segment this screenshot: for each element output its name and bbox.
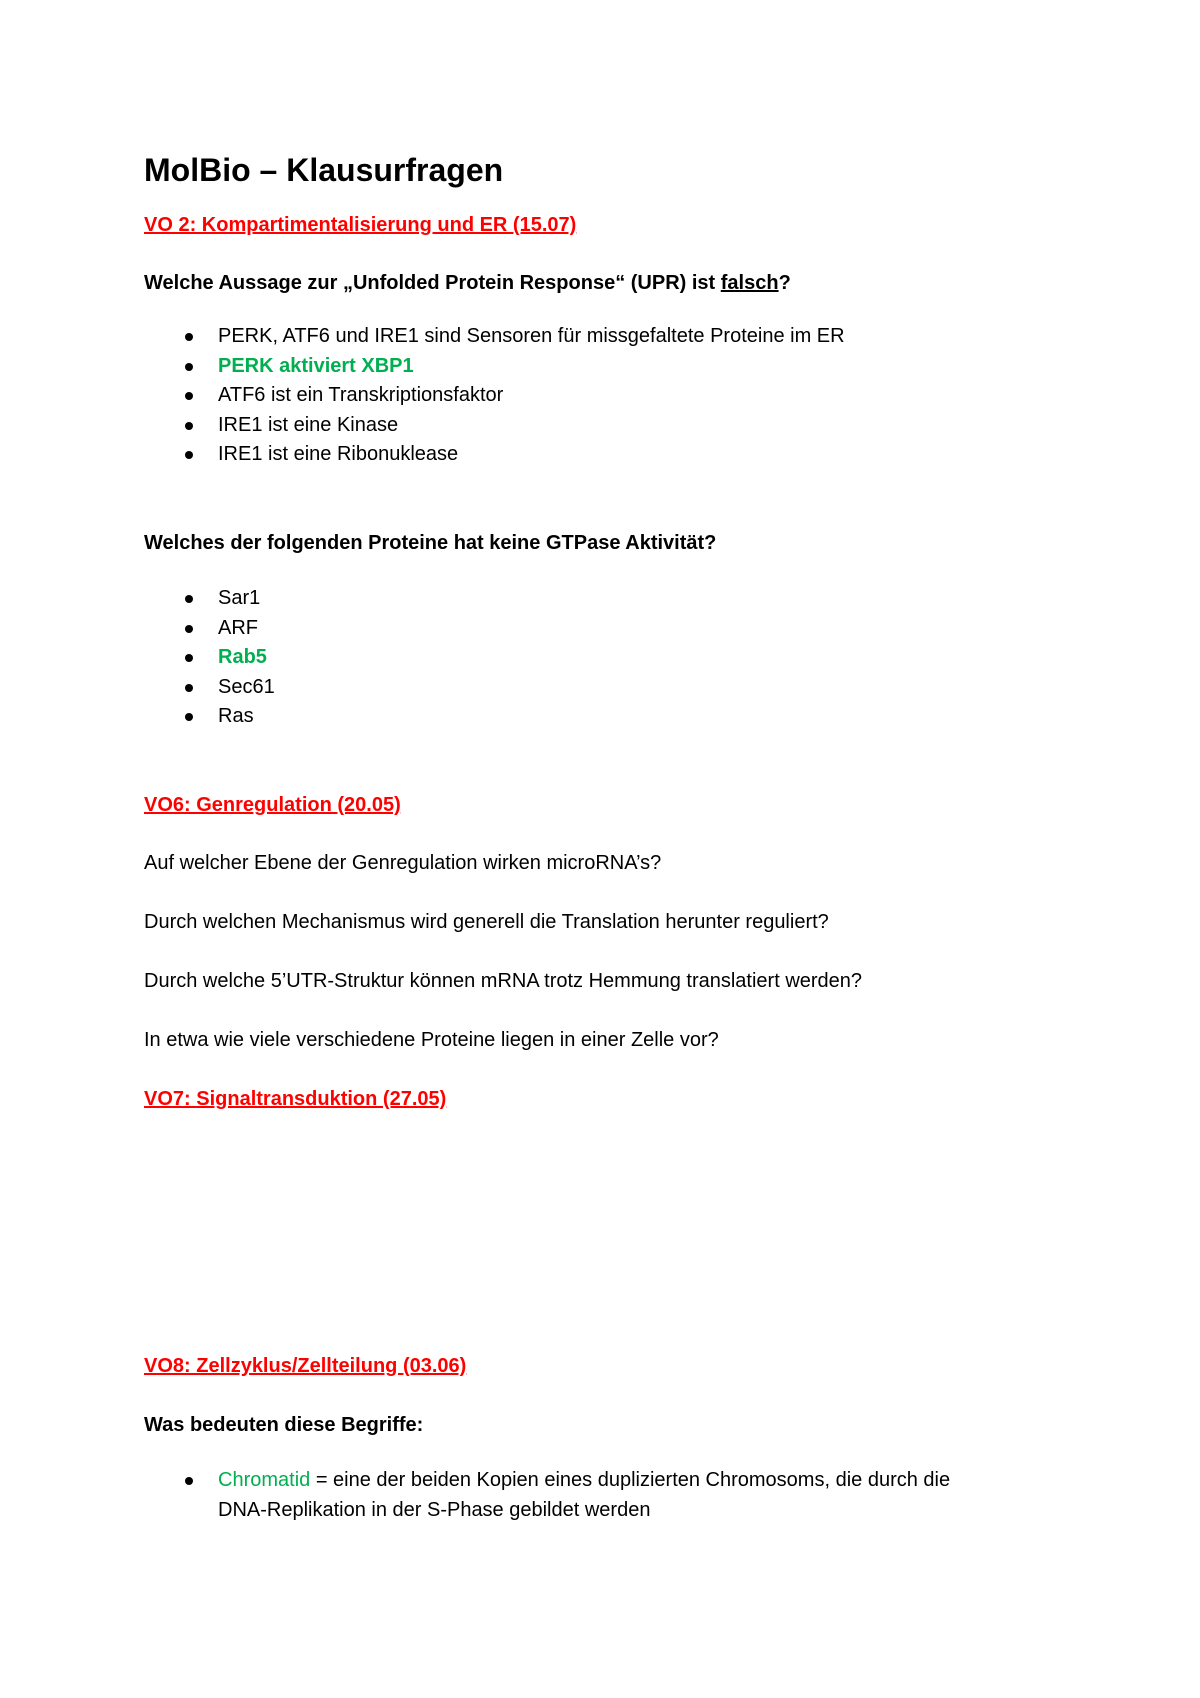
definition-text-continued: DNA-Replikation in der S-Phase gebildet werden	[218, 1498, 651, 1521]
answer-list-upr	[144, 322, 1064, 470]
question-upr-emphasis: falsch	[720, 272, 779, 294]
section-heading-vo8: VO8: Zellzyklus/Zellteilung (03.06)	[144, 1354, 467, 1377]
question-microrna: Auf welcher Ebene der Genregulation wirken microRNA’s?	[144, 851, 662, 874]
section-heading-vo2: VO 2: Kompartimentalisierung und ER (15.07)	[144, 214, 577, 236]
list-item	[144, 614, 1064, 644]
list-item	[144, 643, 1064, 673]
bullet-icon	[185, 392, 193, 400]
answer-text: ATF6 ist ein Transkriptionsfaktor	[218, 384, 504, 407]
section-heading-vo6: VO6: Genregulation (20.05)	[144, 793, 401, 816]
answer-text: ARF	[218, 616, 258, 639]
list-item	[144, 411, 1064, 441]
bullet-icon	[185, 713, 193, 721]
answer-text: Sec61	[218, 675, 275, 698]
bullet-icon	[185, 654, 193, 662]
question-translation: Durch welchen Mechanismus wird generell die Translation herunter reguliert?	[144, 910, 829, 933]
section-heading-vo7: VO7: Signaltransduktion (27.05)	[144, 1087, 447, 1110]
bullet-icon	[185, 625, 193, 633]
question-upr-end: ?	[778, 272, 791, 294]
bullet-icon	[185, 595, 193, 603]
bullet-icon	[185, 363, 193, 371]
question-proteins: In etwa wie viele verschiedene Proteine liegen in einer Zelle vor?	[144, 1028, 719, 1051]
document-title: MolBio – Klausurfragen	[144, 152, 504, 188]
bullet-icon	[185, 451, 193, 459]
bullet-icon	[185, 422, 193, 430]
answer-text-correct: Rab5	[218, 646, 267, 669]
question-utr: Durch welche 5’UTR-Struktur können mRNA trotz Hemmung translatiert werden?	[144, 969, 863, 992]
question-gtpase: Welches der folgenden Proteine hat keine GTPase Aktivität?	[144, 531, 717, 554]
definition-text: = eine der beiden Kopien eines duplizierten Chromosoms, die durch die	[310, 1468, 951, 1491]
list-item	[144, 1466, 1064, 1525]
term-chromatid: Chromatid	[218, 1468, 311, 1491]
question-terms: Was bedeuten diese Begriffe:	[144, 1413, 424, 1436]
question-upr-text: Welche Aussage zur „Unfolded Protein Response“ (UPR) ist	[144, 272, 721, 294]
list-item	[144, 584, 1064, 614]
list-item	[144, 440, 1064, 470]
list-item	[144, 702, 1064, 732]
answer-text: IRE1 ist eine Kinase	[218, 413, 399, 436]
answer-text: IRE1 ist eine Ribonuklease	[218, 443, 459, 466]
question-upr	[144, 269, 1064, 297]
answer-text-correct: PERK aktiviert XBP1	[218, 354, 414, 377]
definition-list	[144, 1466, 1064, 1525]
document-content	[144, 145, 1064, 1525]
answer-list-gtpase	[144, 584, 1064, 732]
bullet-icon	[185, 684, 193, 692]
bullet-icon	[185, 333, 193, 341]
list-item	[144, 322, 1064, 352]
bullet-icon	[185, 1477, 193, 1485]
answer-text: PERK, ATF6 und IRE1 sind Sensoren für missgefaltete Proteine im ER	[218, 325, 845, 347]
answer-text: Sar1	[218, 586, 261, 609]
list-item	[144, 673, 1064, 703]
list-item	[144, 352, 1064, 382]
list-item	[144, 381, 1064, 411]
answer-text: Ras	[218, 705, 254, 728]
